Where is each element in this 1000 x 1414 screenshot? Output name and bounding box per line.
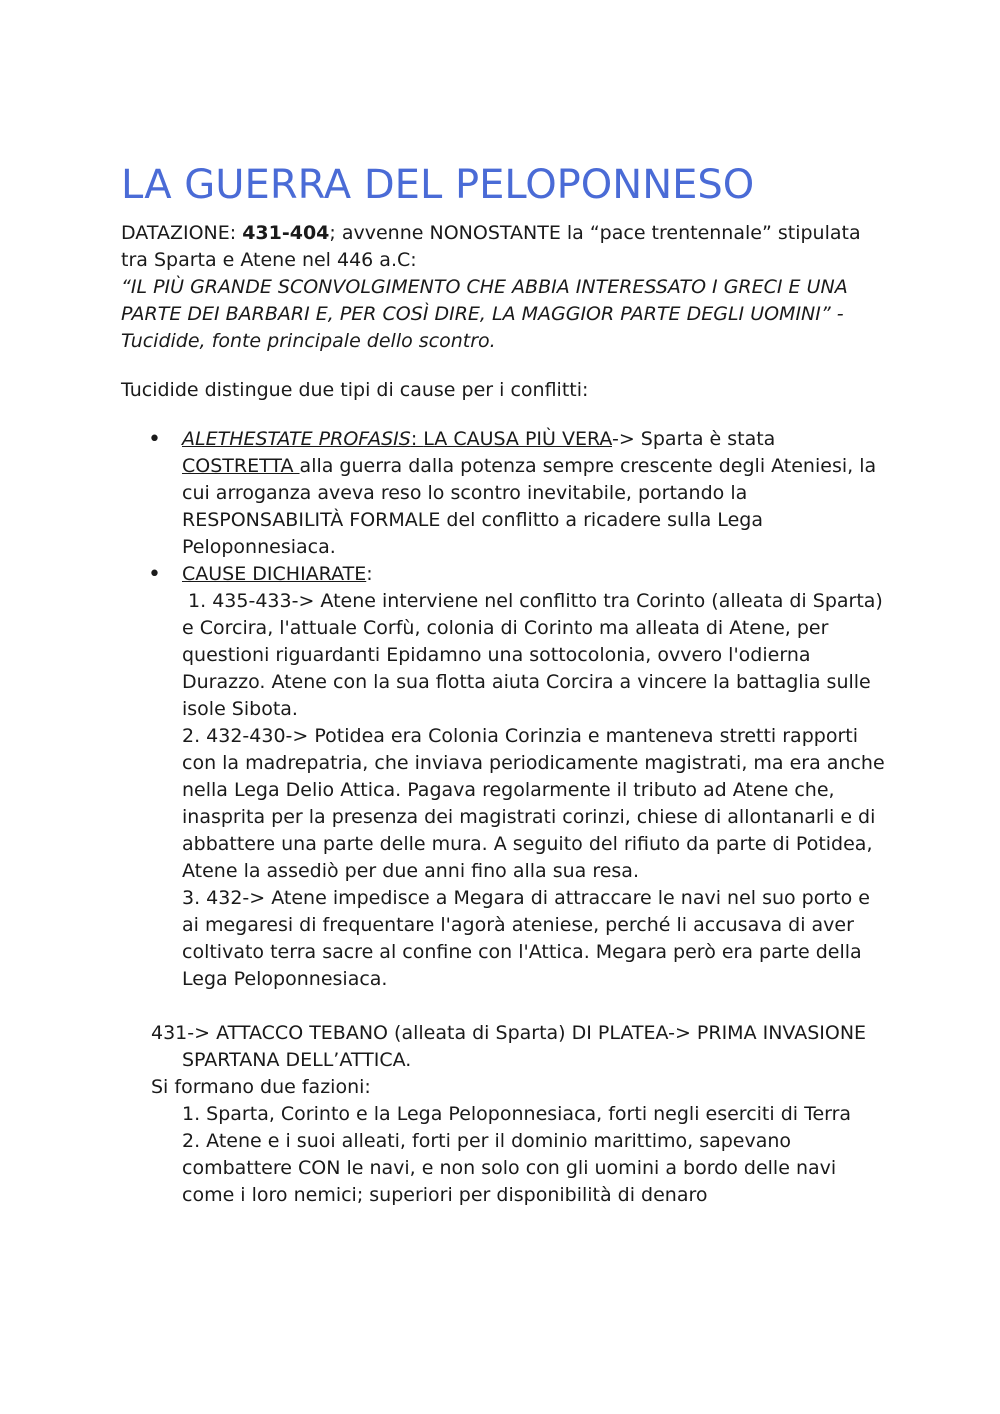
bullet2-colon: : <box>366 563 373 585</box>
bullet1-colon: : <box>410 428 424 450</box>
faction-2: 2. Atene e i suoi alleati, forti per il dominio marittimo, sapevano combattere CON le navi, e non solo con gli uomini a bordo delle navi come i loro nemici; superiori per disponibilità di denaro <box>182 1130 837 1206</box>
bullet1-term: ALETHESTATE PROFASIS <box>182 428 411 450</box>
bullet1-forced: COSTRETTA <box>182 455 300 477</box>
declared-cause-2: 2. 432-430-> Potidea era Colonia Corinzia e manteneva stretti rapporti con la madrepatria, che inviava periodicamente magistrati, ma era anche nella Lega Delio Attica. Pagava regolarmente il tributo ad Atene che, inasprita per la presenza dei magistrati corinzi, chiese di allontanarli e di abbattere una parte delle mura. A seguito del rifiuto da parte di Potidea, Atene la assediò per due anni fino alla sua resa. <box>182 725 885 882</box>
quote-paragraph <box>121 274 891 355</box>
intro-paragraph: Tucidide distingue due tipi di cause per i conflitti: <box>121 379 589 401</box>
list-item <box>121 426 891 561</box>
declared-cause-3: 3. 432-> Atene impedisce a Megara di attraccare le navi nel suo porto e ai megaresi di frequentare l'agorà ateniese, perché li accusava di aver coltivato terra sacre al confine con l'Attica. Megara però era parte della Lega Peloponnesiaca. <box>182 887 870 990</box>
bullet2-label: CAUSE DICHIARATE <box>182 563 367 585</box>
dating-years: 431-404 <box>242 222 330 244</box>
attack-paragraph: 431-> ATTACCO TEBANO (alleata di Sparta) DI PLATEA-> PRIMA INVASIONE SPARTANA DELL’ATTICA. <box>151 1022 867 1071</box>
dating-paragraph <box>121 220 891 274</box>
document-body <box>121 158 891 1209</box>
bullet1-text2: alla guerra dalla potenza sempre crescente degli Ateniesi, la cui arroganza aveva reso lo scontro inevitabile, portando la RESPONSABILITÀ FORMALE del conflitto a ricadere sulla Lega Peloponnesiaca. <box>182 455 877 558</box>
factions-heading: Si formano due fazioni: <box>151 1076 371 1098</box>
page-title: LA GUERRA DEL PELOPONNESO <box>121 162 755 208</box>
bullet1-sub: LA CAUSA PIÙ VERA <box>423 428 612 450</box>
dating-text: ; avvenne NONOSTANTE la “pace trentennale” stipulata tra Sparta e Atene nel 446 a.C: <box>121 222 861 271</box>
bullet1-text1: -> Sparta è stata <box>611 428 776 450</box>
causes-list <box>121 426 891 993</box>
declared-cause-1: 1. 435-433-> Atene interviene nel conflitto tra Corinto (alleata di Sparta) e Corcira, l'attuale Corfù, colonia di Corinto ma alleata di Atene, per questioni riguardanti Epidamno una sottocolonia, ovvero l'odierna Durazzo. Atene con la sua flotta aiuta Corcira a vincere la battaglia sulle isole Sibota. <box>182 590 889 720</box>
quote-text: “IL PIÙ GRANDE SCONVOLGIMENTO CHE ABBIA INTERESSATO I GRECI E UNA PARTE DEI BARBARI E, PER COSÌ DIRE, LA MAGGIOR PARTE DEGLI UOMINI” <box>121 276 848 325</box>
faction-1: 1. Sparta, Corinto e la Lega Peloponnesiaca, forti negli eserciti di Terra <box>182 1103 852 1125</box>
quote-attribution: -Tucidide, fonte principale dello scontro. <box>121 303 844 352</box>
list-item <box>121 561 891 993</box>
dating-label: DATAZIONE: <box>121 222 243 244</box>
